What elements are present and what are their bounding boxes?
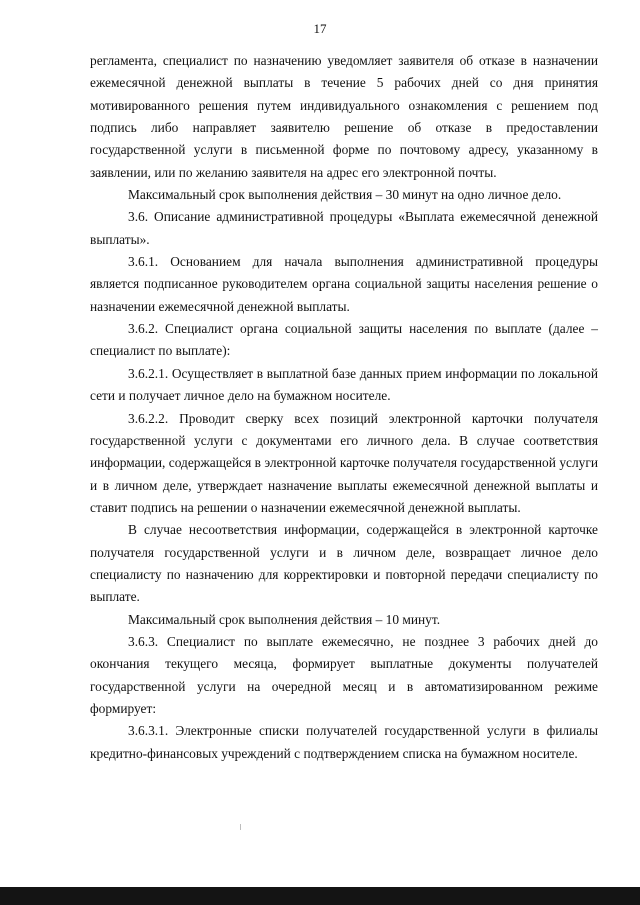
paragraph-3-6-2-1: 3.6.2.1. Осуществляет в выплатной базе данных прием информации по локальной сети и получает личное дело на бумажном носителе. xyxy=(90,365,598,404)
paragraph-refusal-notification: регламента, специалист по назначению уведомляет заявителя об отказе в назначении ежемесячной денежной выплаты в течение 5 рабочих дней со дня принятия мотивированного решения путем индивидуального ознакомления с решением под подпись либо направляет заявителю решение об отказе в предоставлении государственной услуги в письменной форме по почтовому адресу, указанному в заявлении, или по желанию заявителя на адрес его электронной почты. xyxy=(90,53,598,180)
paragraph-3-6-3-1: 3.6.3.1. Электронные списки получателей государственной услуги в филиалы кредитно-финансовых учреждений с подтверждением списка на бумажном носителе. xyxy=(90,723,598,761)
paragraph-max-time-10: Максимальный срок выполнения действия – 10 минут. xyxy=(128,611,441,627)
paragraph-mismatch-case: В случае несоответствия информации, содержащейся в электронной карточке получателя государственной услуги и в личном деле, возвращает личное дело специалисту по назначению для корректировки и повторной передачи специалисту по выплате. xyxy=(90,522,598,605)
scan-tick-mark xyxy=(240,824,241,830)
paragraph-3-6-1: 3.6.1. Основанием для начала выполнения административной процедуры является подписанное руководителем органа социальной защиты населения решение о назначении ежемесячной денежной выплаты. xyxy=(90,254,598,314)
paragraph-3-6-3: 3.6.3. Специалист по выплате ежемесячно, не позднее 3 рабочих дней до окончания текущего месяца, формирует выплатные документы получателей государственной услуги на очередной месяц и в автоматизированном режиме формирует: xyxy=(90,633,598,716)
document-body xyxy=(90,50,598,765)
page-number: 17 xyxy=(313,21,327,36)
paragraph-max-time-30: Максимальный срок выполнения действия – 30 минут на одно личное дело. xyxy=(128,187,562,203)
paragraph-3-6-2: 3.6.2. Специалист органа социальной защиты населения по выплате (далее – специалист по выплате): xyxy=(90,321,598,359)
paragraph-3-6-2-2: 3.6.2.2. Проводит сверку всех позиций электронной карточки получателя государственной услуги с документами его личного дела. В случае соответствия информации, содержащейся в электронной карточке получателя государственной услуги и в личном деле, утверждает назначение выплаты ежемесячной денежной выплаты и ставит подпись на решении о назначении ежемесячной денежной выплаты. xyxy=(90,410,598,515)
section-heading-3-6: 3.6. Описание административной процедуры «Выплата ежемесячной денежной выплаты». xyxy=(90,209,598,247)
scan-footer-bar xyxy=(0,887,640,905)
